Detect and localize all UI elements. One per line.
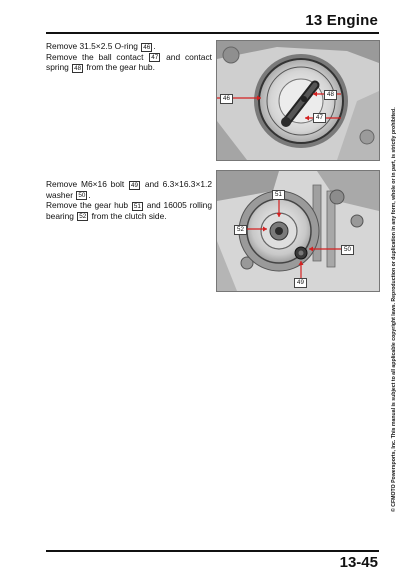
copyright-text: © CFMOTO Powersports, Inc. This manual is subject to all applicable copyright laws. Reproduction or duplication in any form, whole or in part, is strictly prohibited. (391, 107, 397, 512)
callout-48: 48 (324, 90, 337, 100)
header-rule (46, 32, 379, 34)
figure-2-photo (216, 170, 380, 292)
ref-50: 50 (78, 192, 86, 199)
callout-46: 46 (220, 94, 233, 104)
footer-rule (46, 550, 379, 552)
callout-51: 51 (272, 190, 285, 200)
ref-52: 52 (79, 213, 87, 220)
callout-49: 49 (294, 278, 307, 288)
figure-1-illustration (217, 41, 379, 160)
copyright-notice (384, 80, 398, 512)
step-2-instructions (46, 179, 212, 221)
callout-52: 52 (234, 225, 247, 235)
step-1-instructions (46, 41, 212, 73)
step-1-line-2: Remove the ball contact 47 and contact spring 48 from the gear hub. (46, 51, 212, 72)
ref-49: 49 (131, 181, 139, 189)
ref-51: 51 (133, 202, 141, 210)
callout-47: 47 (313, 113, 326, 123)
step-2-line-1: Remove M6×16 bolt 49 and 6.3×16.3×1.2 washer 50 . (46, 179, 212, 200)
callout-50: 50 (341, 245, 354, 255)
ref-48: 48 (74, 64, 82, 72)
page-number: 13-45 (339, 554, 378, 571)
ref-46: 46 (143, 43, 151, 51)
ref-47: 47 (151, 54, 159, 61)
figure-1-photo (216, 40, 380, 161)
step-1-line-1: Remove 31.5×2.5 O-ring 46 . (46, 41, 156, 51)
chapter-title: 13 Engine (305, 12, 378, 29)
step-2-line-2: Remove the gear hub 51 and 16005 rolling bearing 52 from the clutch side. (46, 200, 212, 221)
